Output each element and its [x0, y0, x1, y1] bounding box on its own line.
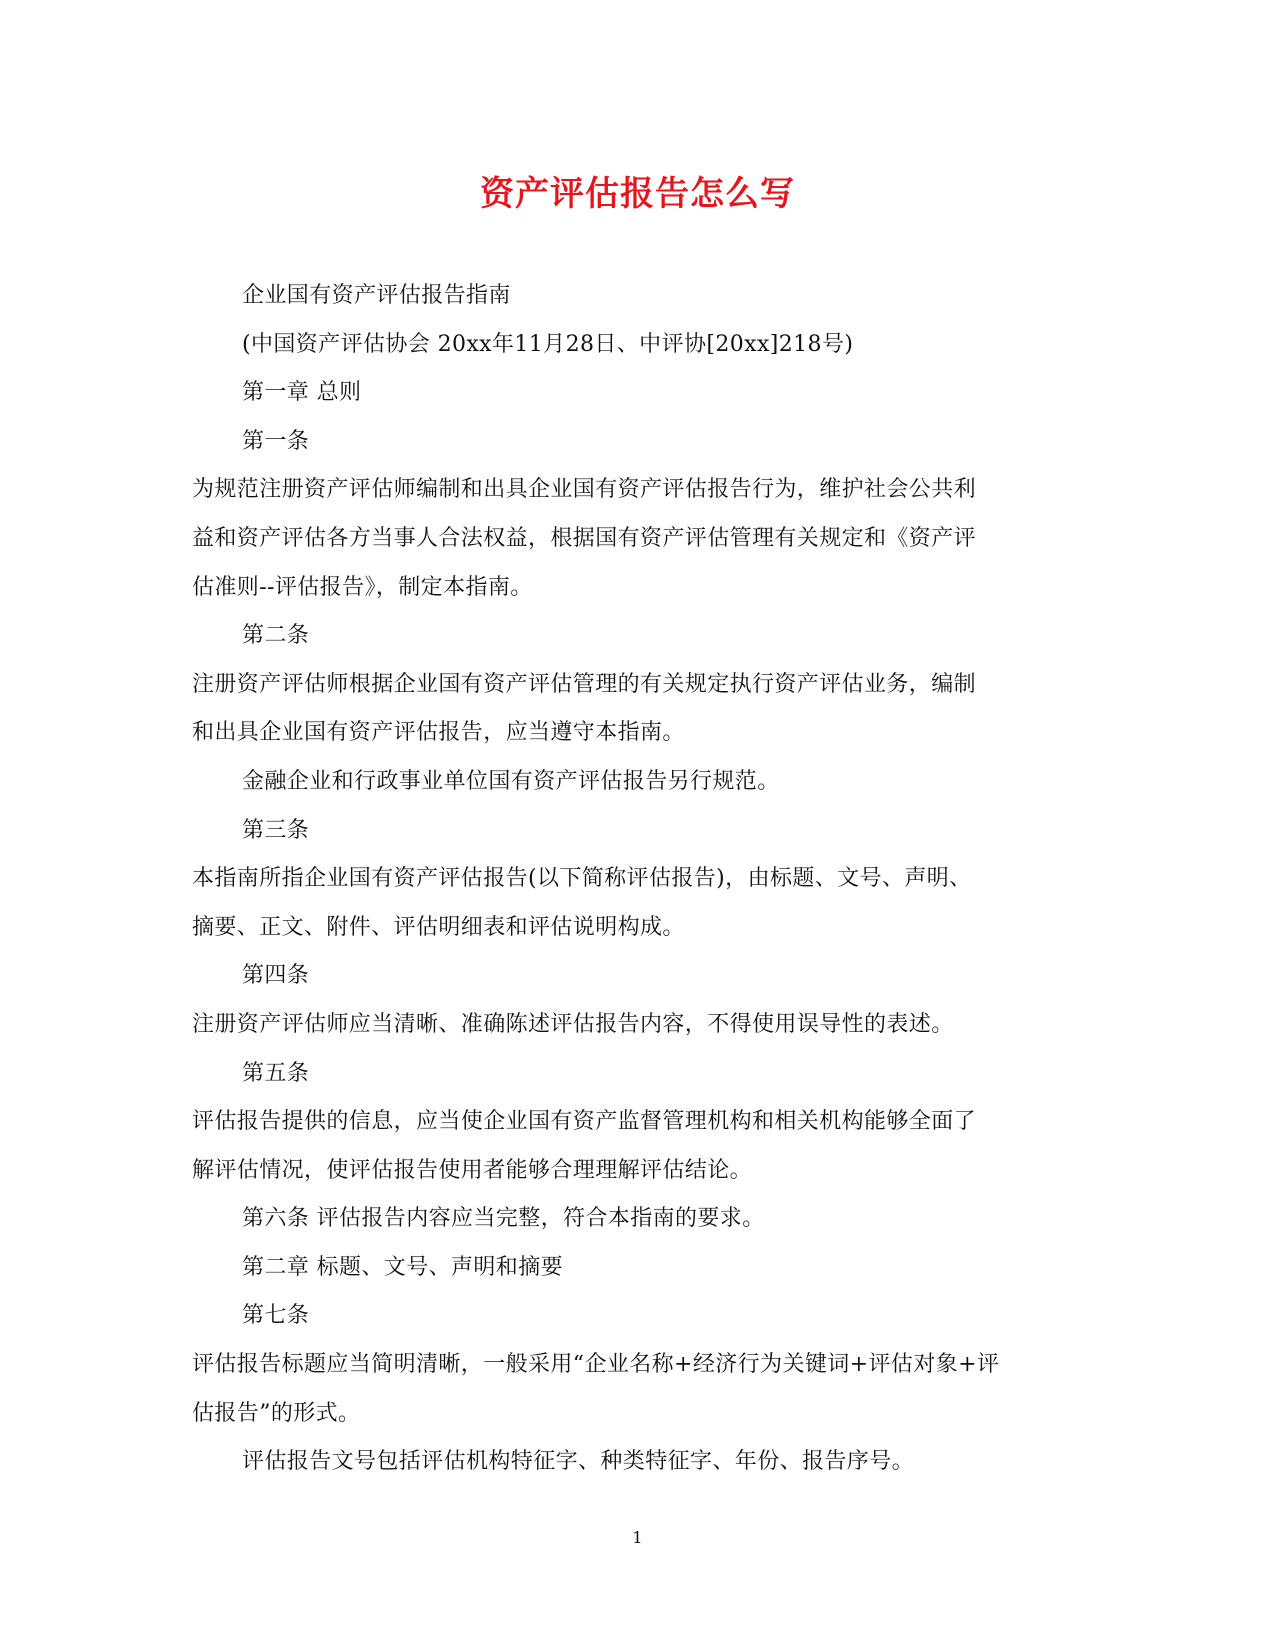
article-heading: 第五条 — [242, 1060, 310, 1086]
paragraph-line: 摘要、正文、附件、评估明细表和评估说明构成。 — [192, 914, 685, 940]
paragraph-line: 评估报告标题应当简明清晰，一般采用“企业名称+经济行为关键词+评估对象+评 — [192, 1352, 1000, 1378]
article-heading: 第二条 — [242, 623, 310, 649]
paragraph-line: 金融企业和行政事业单位国有资产评估报告另行规范。 — [242, 768, 780, 794]
paragraph-line: 估准则--评估报告》，制定本指南。 — [192, 574, 533, 600]
chapter-heading: 第一章 总则 — [242, 380, 362, 406]
paragraph-line: 评估报告文号包括评估机构特征字、种类特征字、年份、报告序号。 — [242, 1449, 915, 1475]
article-heading: 第六条 评估报告内容应当完整，符合本指南的要求。 — [242, 1206, 765, 1232]
document-body — [192, 272, 1072, 1487]
document-title: 资产评估报告怎么写 — [480, 174, 795, 214]
issuer-note-line: (中国资产评估协会 20xx年11月28日、中评协[20xx]218号) — [242, 331, 854, 357]
article-heading: 第三条 — [242, 817, 310, 843]
page-number: 1 — [632, 1528, 643, 1547]
paragraph-line: 评估报告提供的信息，应当使企业国有资产监督管理机构和相关机构能够全面了 — [192, 1109, 977, 1135]
paragraph-line: 解评估情况，使评估报告使用者能够合理理解评估结论。 — [192, 1157, 753, 1183]
paragraph-line: 本指南所指企业国有资产评估报告(以下简称评估报告)，由标题、文号、声明、 — [192, 866, 972, 892]
guide-title-line: 企业国有资产评估报告指南 — [242, 283, 511, 308]
paragraph-line: 益和资产评估各方当事人合法权益，根据国有资产评估管理有关规定和《资产评 — [192, 525, 977, 551]
article-heading: 第七条 — [242, 1303, 310, 1329]
chapter-heading: 第二章 标题、文号、声明和摘要 — [242, 1254, 563, 1280]
paragraph-line: 注册资产评估师应当清晰、准确陈述评估报告内容，不得使用误导性的表述。 — [192, 1011, 954, 1037]
paragraph-line: 和出具企业国有资产评估报告，应当遵守本指南。 — [192, 720, 685, 746]
paragraph-line: 估报告”的形式。 — [192, 1400, 361, 1426]
paragraph-line: 为规范注册资产评估师编制和出具企业国有资产评估报告行为，维护社会公共利 — [192, 477, 977, 503]
article-heading: 第四条 — [242, 963, 310, 989]
article-heading: 第一条 — [242, 428, 310, 454]
paragraph-line: 注册资产评估师根据企业国有资产评估管理的有关规定执行资产评估业务，编制 — [192, 671, 977, 697]
